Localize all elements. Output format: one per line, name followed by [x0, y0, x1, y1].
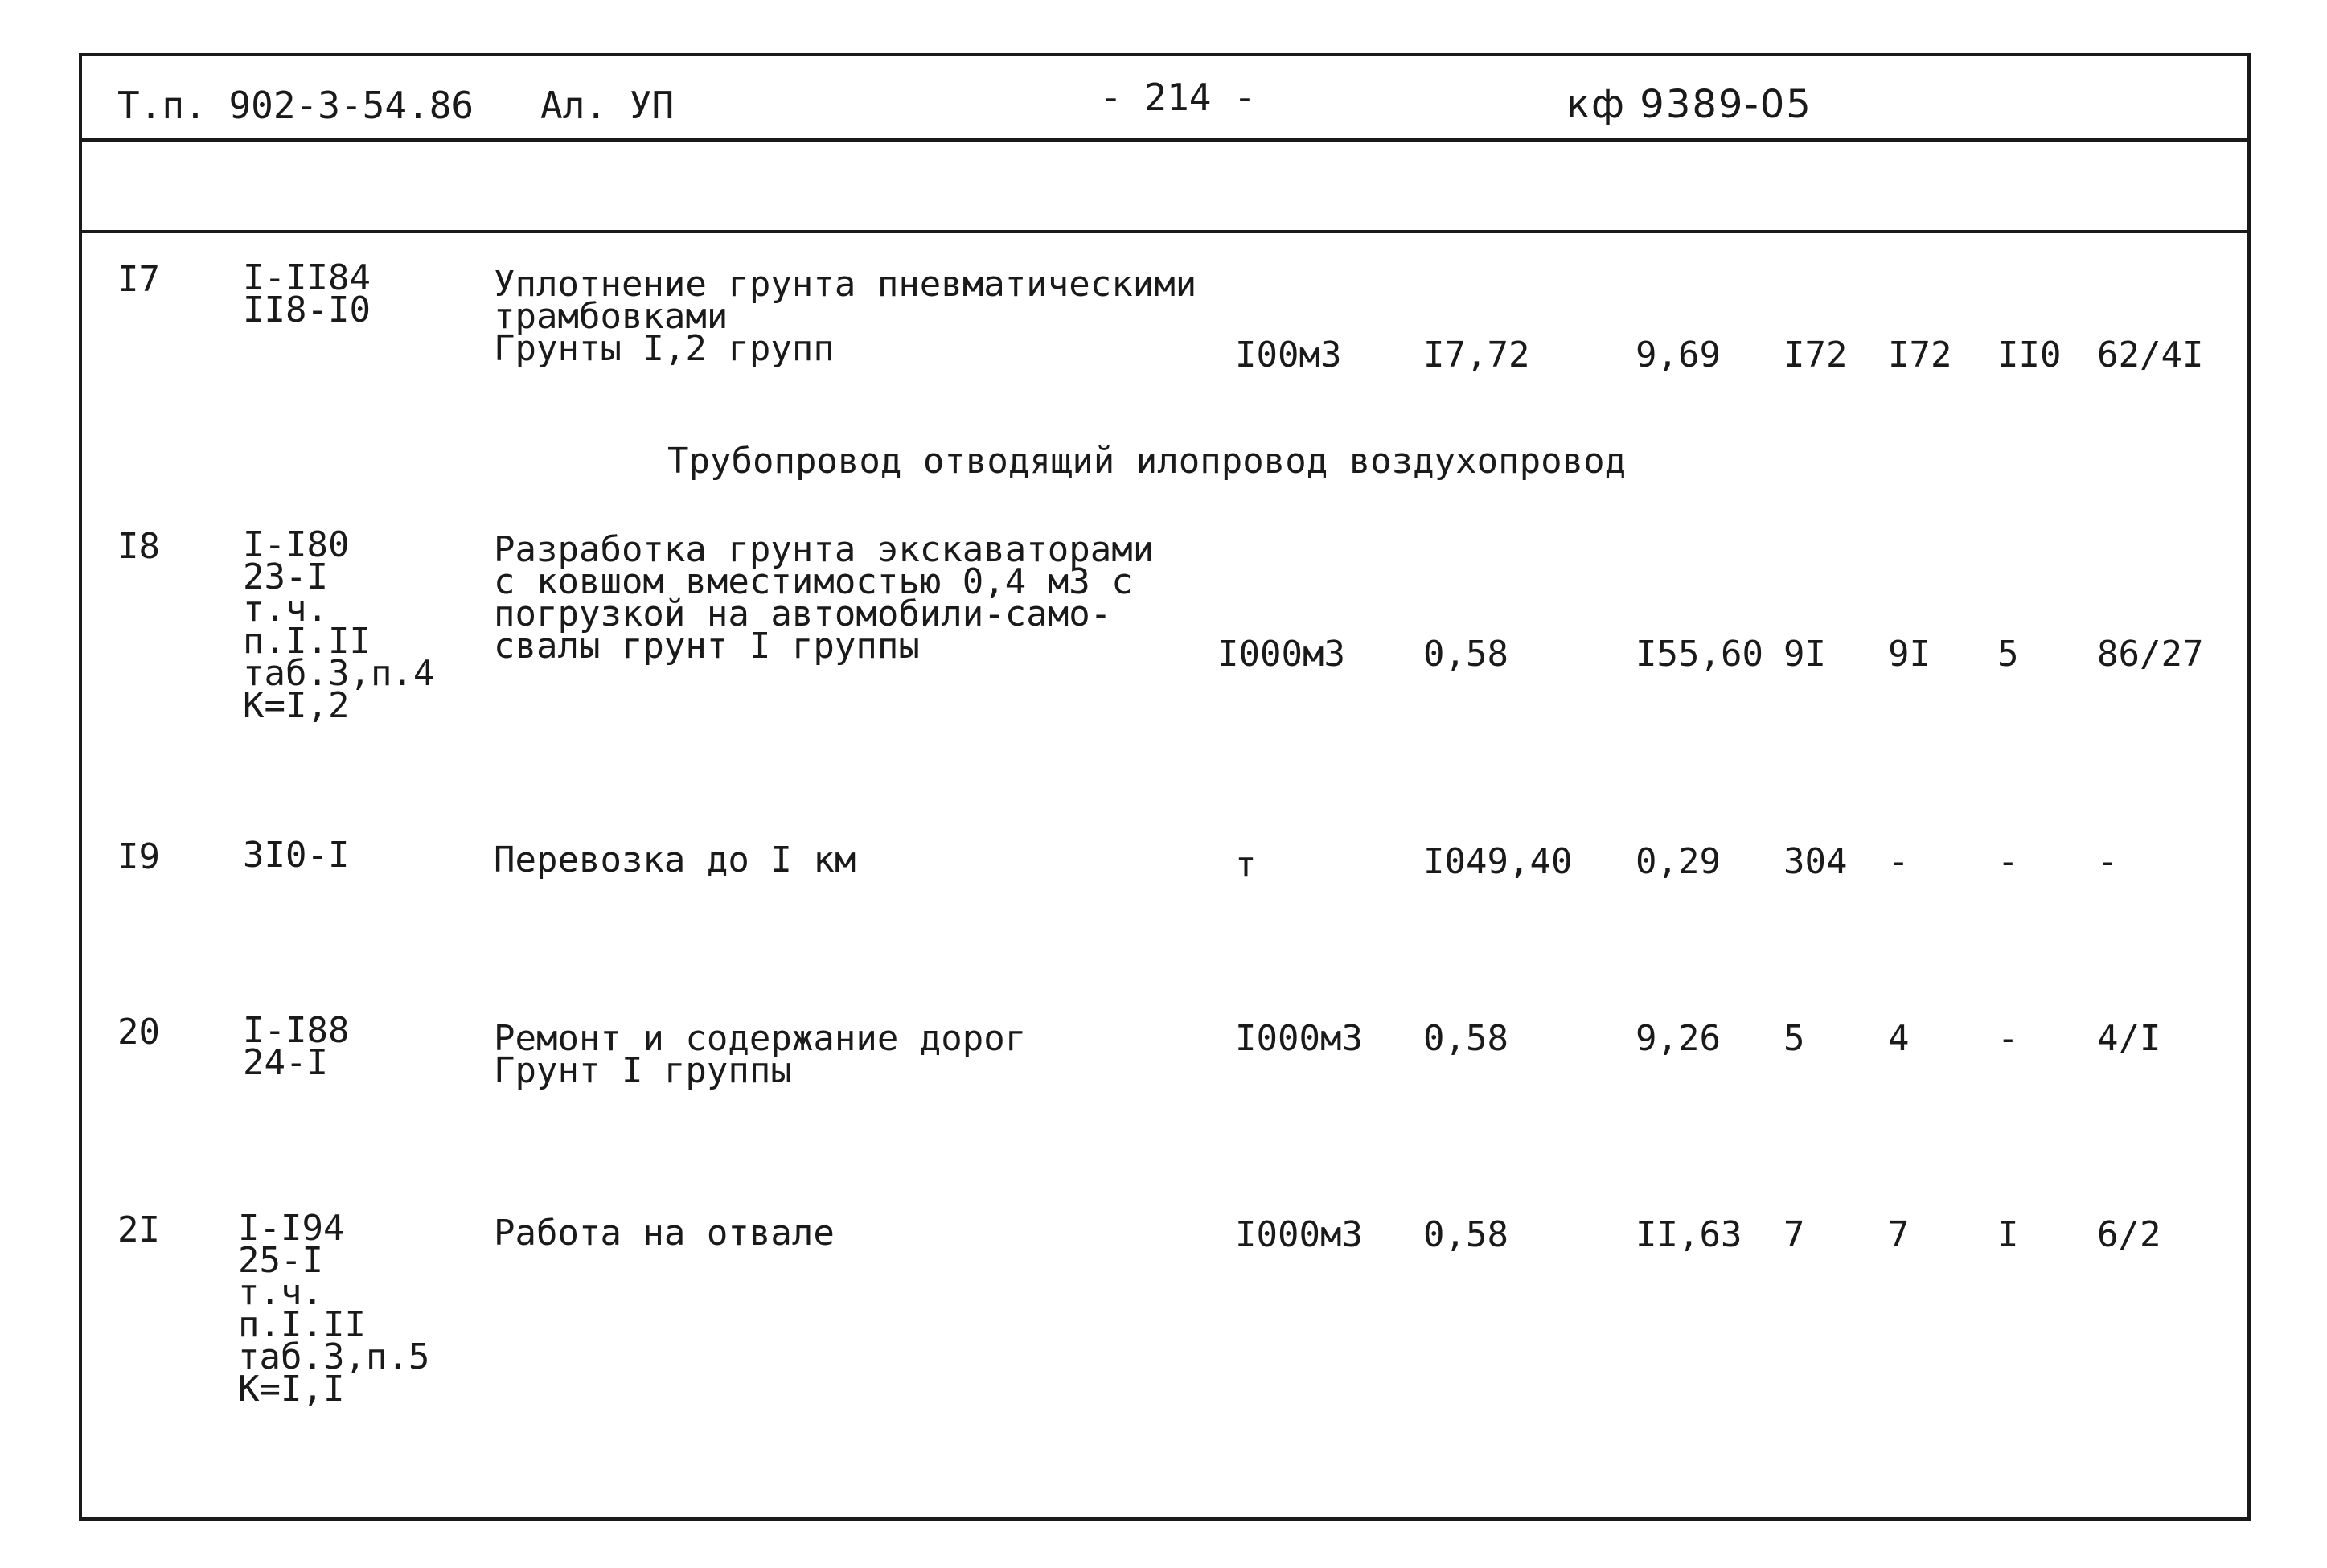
row-quantity: 0,58: [1423, 1018, 1508, 1059]
row-total: 7: [1783, 1214, 1805, 1255]
row-number: 20: [117, 1012, 160, 1053]
row-wage: -: [1888, 841, 1910, 882]
row-code: I-I88 24-I: [243, 1010, 350, 1083]
row-total: 5: [1783, 1018, 1805, 1059]
row-unit: I000м3: [1235, 1214, 1363, 1255]
row-total: 9I: [1783, 634, 1826, 675]
row-number: I7: [117, 259, 160, 300]
header-divider: [79, 138, 2251, 142]
row-total: I72: [1783, 335, 1848, 376]
row-quantity: 0,58: [1423, 1214, 1508, 1255]
row-code: I-II84 II8-I0: [243, 257, 371, 330]
row-unit: I000м3: [1217, 634, 1345, 675]
page-number: - 214 -: [1100, 76, 1256, 119]
row-unit: I00м3: [1235, 335, 1342, 376]
row-number: I8: [117, 526, 160, 567]
row-quantity: I7,72: [1423, 335, 1530, 376]
table-header-divider: [79, 230, 2251, 233]
row-quantity: 0,58: [1423, 634, 1508, 675]
row-unit-price: I55,60: [1635, 634, 1763, 675]
row-number: 2I: [117, 1209, 160, 1250]
row-unit-price: 0,29: [1635, 841, 1721, 882]
row-description: Ремонт и содержание дорог Грунт I группы: [494, 1018, 1027, 1091]
row-total: 304: [1783, 841, 1848, 882]
row-code: 3I0-I: [243, 835, 350, 876]
row-wage: 4: [1888, 1018, 1910, 1059]
row-description: Перевозка до I км: [494, 839, 856, 880]
row-quantity: I049,40: [1423, 841, 1573, 882]
row-unit: т: [1235, 844, 1257, 885]
row-ratio: 86/27: [2097, 634, 2204, 675]
album-label: Ал. УП: [540, 84, 675, 127]
row-wage: 9I: [1888, 634, 1931, 675]
row-code: I-I94 25-I т.ч. п.I.II таб.3,п.5 К=I,I: [238, 1208, 430, 1410]
row-machine: I: [1997, 1214, 2019, 1255]
row-machine: -: [1997, 1018, 2019, 1059]
row-machine: 5: [1997, 634, 2019, 675]
section-title: Трубопровод отводящий илопровод воздухопровод: [667, 441, 1627, 482]
row-unit-price: II,63: [1635, 1214, 1742, 1255]
row-ratio: -: [2097, 841, 2119, 882]
row-ratio: 62/4I: [2097, 335, 2204, 376]
stamp-code: кф 9389-05: [1566, 82, 1812, 127]
row-machine: -: [1997, 841, 2019, 882]
row-unit-price: 9,26: [1635, 1018, 1721, 1059]
row-wage: 7: [1888, 1214, 1910, 1255]
row-description: Разработка грунта экскаваторами с ковшом вместимостью 0,4 м3 с погрузкой на автомобили-само- свалы грунт I группы: [494, 529, 1155, 667]
row-machine: II0: [1997, 335, 2062, 376]
row-number: I9: [117, 836, 160, 877]
row-wage: I72: [1888, 335, 1952, 376]
row-code: I-I80 23-I т.ч. п.I.II таб.3,п.4 К=I,2: [243, 524, 435, 726]
row-ratio: 6/2: [2097, 1214, 2161, 1255]
doc-id: Т.п. 902-3-54.86: [117, 84, 474, 127]
row-unit-price: 9,69: [1635, 335, 1721, 376]
row-unit: I000м3: [1235, 1018, 1363, 1059]
row-ratio: 4/I: [2097, 1018, 2161, 1059]
row-description: Уплотнение грунта пневматическими трамбовками Грунты I,2 групп: [494, 264, 1197, 369]
row-description: Работа на отвале: [494, 1213, 835, 1254]
